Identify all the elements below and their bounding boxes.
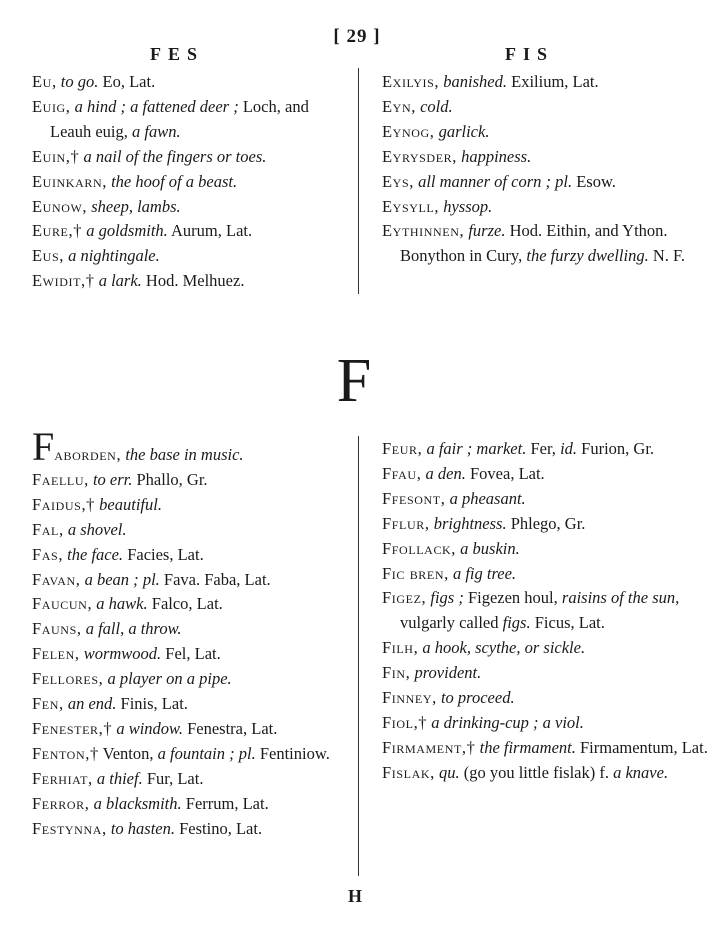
entry-etymology: Fentiniow. <box>259 743 330 763</box>
bottom-left-column <box>32 424 348 842</box>
page-number: [ 29 ] <box>333 26 381 47</box>
section-letter: F <box>336 347 372 415</box>
dictionary-entry <box>382 761 688 786</box>
entry-definition: garlick. <box>438 121 490 141</box>
entry-etymology: Fenestra, Lat. <box>187 718 278 738</box>
entry-etymology: Venton, <box>102 743 154 763</box>
entry-headword: Filh, <box>382 638 419 658</box>
entry-headword: Faellu, <box>32 469 89 489</box>
entry-headword: Firmament,† <box>382 737 476 757</box>
entry-headword: Ewidit,† <box>32 271 95 291</box>
entry-definition: the base in music. <box>125 445 244 464</box>
entry-etymology: Aurum, Lat. <box>171 221 253 241</box>
entry-headword: Figez, <box>382 588 427 608</box>
entry-etymology: (go you little fislak) f. <box>463 762 609 782</box>
entry-etymology: Falco, Lat. <box>151 594 223 614</box>
entry-headword: Eynog, <box>382 121 435 141</box>
entry-definition: provident. <box>414 663 482 683</box>
entry-definition: id. <box>560 439 578 458</box>
entry-definition: a fountain ; pl. <box>157 743 256 763</box>
dictionary-entry <box>32 667 348 692</box>
entry-definition: figs. <box>502 613 531 633</box>
entry-etymology: Furion, Gr. <box>581 439 655 458</box>
entry-etymology: Exilium, Lat. <box>511 72 599 91</box>
entry-definition: a shovel. <box>67 519 127 539</box>
entry-headword: Eure,† <box>32 221 83 241</box>
entry-headword: Eyrysder, <box>382 146 457 166</box>
entry-headword: Fas, <box>32 544 64 564</box>
top-left-column <box>32 70 348 294</box>
entry-definition: a hawk. <box>96 594 148 614</box>
entry-etymology: vulgarly called <box>400 613 499 633</box>
entry-headword: Favan, <box>32 569 81 589</box>
dictionary-entry <box>32 195 348 220</box>
dictionary-entry <box>32 642 348 667</box>
entry-headword: Eus, <box>32 246 64 266</box>
entry-definition: a nightingale. <box>68 246 160 266</box>
entry-definition: a pheasant. <box>449 488 526 508</box>
entry-definition: a thief. <box>96 768 143 788</box>
dictionary-entry <box>382 70 688 95</box>
entry-definition: a fair ; market. <box>426 439 527 458</box>
entry-etymology: Finis, Lat. <box>120 694 188 714</box>
bottom-right-column <box>382 437 708 786</box>
entry-definition: sheep, lambs. <box>91 196 181 216</box>
entry-headword: Fauns, <box>32 619 82 639</box>
dictionary-entry <box>32 468 348 493</box>
entry-headword: Eunow, <box>32 196 88 216</box>
dictionary-entry <box>32 817 348 842</box>
dictionary-entry <box>32 424 348 469</box>
signature-mark: H <box>347 886 362 906</box>
entry-etymology: Fovea, Lat. <box>470 463 545 483</box>
entry-definition: a lark. <box>98 271 142 291</box>
entry-etymology: Figezen houl, <box>467 588 558 608</box>
entry-definition: a fig tree. <box>452 563 517 583</box>
dictionary-entry <box>382 661 688 686</box>
dictionary-entry <box>32 518 348 543</box>
entry-headword: Fellores, <box>32 669 104 689</box>
entry-definition: the hoof of a beast. <box>111 171 238 191</box>
dictionary-entry <box>382 686 688 711</box>
entry-definition: to go. <box>60 72 99 91</box>
dictionary-entry <box>382 512 688 537</box>
entry-etymology: Eo, Lat. <box>102 72 156 91</box>
entry-etymology: Firmamentum, Lat. <box>579 737 708 757</box>
entry-definition: beautiful. <box>99 494 162 514</box>
top-column-rule <box>358 68 359 294</box>
dictionary-entry <box>32 692 348 717</box>
dictionary-entry <box>32 269 348 294</box>
dictionary-entry <box>382 487 688 512</box>
bottom-column-rule <box>358 436 359 876</box>
entry-headword: Exilyis, <box>382 72 440 91</box>
dictionary-entry <box>382 562 688 587</box>
entry-definition: figs ; <box>430 588 464 608</box>
entry-definition: cold. <box>420 96 453 116</box>
entry-headword: Fislak, <box>382 762 435 782</box>
dictionary-entry <box>32 170 348 195</box>
entry-etymology: Loch, and Leauh euig, <box>50 96 309 141</box>
entry-definition: a knave. <box>613 762 669 782</box>
entry-headword: Euinkarn, <box>32 171 107 191</box>
entry-definition: to proceed. <box>440 688 515 708</box>
dictionary-entry <box>382 195 688 220</box>
dictionary-entry <box>32 792 348 817</box>
entry-definition: a drinking-cup ; a viol. <box>431 712 584 732</box>
entry-definition: happiness. <box>461 146 532 166</box>
entry-headword: Fenester,† <box>32 718 113 738</box>
entry-definition: a blacksmith. <box>93 793 182 813</box>
entry-definition: the face. <box>67 544 124 564</box>
entry-headword: Felen, <box>32 644 80 664</box>
entry-headword: Fal, <box>32 519 64 539</box>
entry-headword: Ffesont, <box>382 488 446 508</box>
entry-definition: a goldsmith. <box>86 221 168 241</box>
entry-definition: pl. <box>142 569 160 589</box>
top-right-column <box>382 70 688 269</box>
dictionary-entry <box>32 219 348 244</box>
entry-headword: Eyn, <box>382 96 416 116</box>
entry-headword: Fen, <box>32 694 64 714</box>
dictionary-entry <box>382 636 688 661</box>
dictionary-entry <box>32 767 348 792</box>
dictionary-entry <box>32 742 348 767</box>
entry-definition: a window. <box>116 718 183 738</box>
entry-headword: Ffollack, <box>382 538 457 558</box>
entry-definition: a den. <box>425 463 466 483</box>
left-running-head: FES <box>150 44 205 64</box>
entry-definition: to hasten. <box>110 818 175 838</box>
dictionary-entry <box>32 568 348 593</box>
entry-definition: a bean ; <box>84 569 139 589</box>
entry-headword: Fin, <box>382 663 411 683</box>
entry-headword: Fic bren, <box>382 563 449 583</box>
entry-etymology: Ferrum, Lat. <box>185 793 269 813</box>
right-running-head: FIS <box>505 44 555 64</box>
dictionary-entry <box>32 592 348 617</box>
dictionary-entry <box>32 543 348 568</box>
entry-definition: raisins of the sun, <box>561 588 680 608</box>
entry-definition: pl. <box>555 171 573 191</box>
entry-headword: Feur, <box>382 439 423 458</box>
dictionary-entry <box>32 145 348 170</box>
entry-headword: Eysyll, <box>382 196 440 216</box>
entry-headword: Euig, <box>32 96 71 116</box>
entry-definition: banished. <box>443 72 507 91</box>
entry-headword: Festynna, <box>32 818 107 838</box>
entry-etymology: Festino, Lat. <box>179 818 263 838</box>
dictionary-entry <box>382 219 688 269</box>
entry-etymology: Hod. Melhuez. <box>145 271 245 291</box>
entry-headword: Fenton,† <box>32 743 99 763</box>
entry-definition: an end. <box>67 694 117 714</box>
dictionary-entry <box>382 586 688 636</box>
entry-definition: wormwood. <box>83 644 162 664</box>
entry-headword: Ferror, <box>32 793 90 813</box>
entry-etymology: Hod. Eithin, and Ython. Bonython in Cury, <box>400 221 668 266</box>
entry-headword: Faucun, <box>32 594 93 614</box>
entry-definition: a player on a pipe. <box>107 669 232 689</box>
entry-definition: furze. <box>468 221 506 241</box>
entry-etymology: Phlego, Gr. <box>510 513 586 533</box>
entry-etymology: Fer, <box>530 439 556 458</box>
entry-headword: Fiol,† <box>382 712 428 732</box>
entry-definition: a hook, scythe, or sickle. <box>422 638 586 658</box>
dictionary-entry <box>382 120 688 145</box>
dictionary-entry <box>382 95 688 120</box>
entry-definition: hyssop. <box>443 196 493 216</box>
dictionary-entry <box>32 493 348 518</box>
dictionary-entry <box>382 170 688 195</box>
entry-etymology: Fava. Faba, Lat. <box>163 569 271 589</box>
entry-definition: a fall, a throw. <box>85 619 182 639</box>
entry-definition: a nail of the fingers or toes. <box>83 146 267 166</box>
dictionary-entry <box>32 717 348 742</box>
entry-headword: Faidus,† <box>32 494 96 514</box>
entry-headword: Eu, <box>32 72 57 91</box>
dictionary-entry <box>32 95 348 145</box>
entry-headword: Finney, <box>382 688 437 708</box>
dictionary-entry <box>382 462 688 487</box>
dictionary-entry <box>382 736 708 761</box>
entry-headword: Eys, <box>382 171 414 191</box>
entry-definition: all manner of corn ; <box>418 171 551 191</box>
entry-etymology: Ficus, Lat. <box>534 613 605 633</box>
entry-definition: to err. <box>92 469 133 489</box>
entry-definition: qu. <box>438 762 460 782</box>
dictionary-entry <box>382 537 688 562</box>
dictionary-entry <box>382 437 688 462</box>
entry-etymology: Fel, Lat. <box>165 644 221 664</box>
dictionary-entry <box>32 617 348 642</box>
entry-etymology: Phallo, Gr. <box>136 469 208 489</box>
entry-headword: Fflur, <box>382 513 430 533</box>
entry-headword: Eythinnen, <box>382 221 465 241</box>
entry-headword: aborden, <box>54 445 122 464</box>
entry-etymology: Fur, Lat. <box>146 768 204 788</box>
entry-etymology: N. F. <box>652 246 686 266</box>
dictionary-entry <box>382 145 688 170</box>
entry-headword: Euin,† <box>32 146 80 166</box>
entry-etymology: Facies, Lat. <box>127 544 204 564</box>
entry-headword: Ffau, <box>382 463 422 483</box>
entry-definition: the firmament. <box>479 737 576 757</box>
drop-cap: F <box>32 424 55 469</box>
entry-etymology: Esow. <box>576 171 616 191</box>
dictionary-entry <box>32 244 348 269</box>
entry-definition: the furzy dwelling. <box>526 246 649 266</box>
entry-definition: brightness. <box>433 513 507 533</box>
entry-headword: Ferhiat, <box>32 768 93 788</box>
dictionary-entry <box>382 711 688 736</box>
dictionary-entry <box>32 70 348 95</box>
entry-definition: a hind ; a fattened deer ; <box>74 96 239 116</box>
entry-definition: a fawn. <box>132 121 181 141</box>
entry-definition: a buskin. <box>460 538 520 558</box>
